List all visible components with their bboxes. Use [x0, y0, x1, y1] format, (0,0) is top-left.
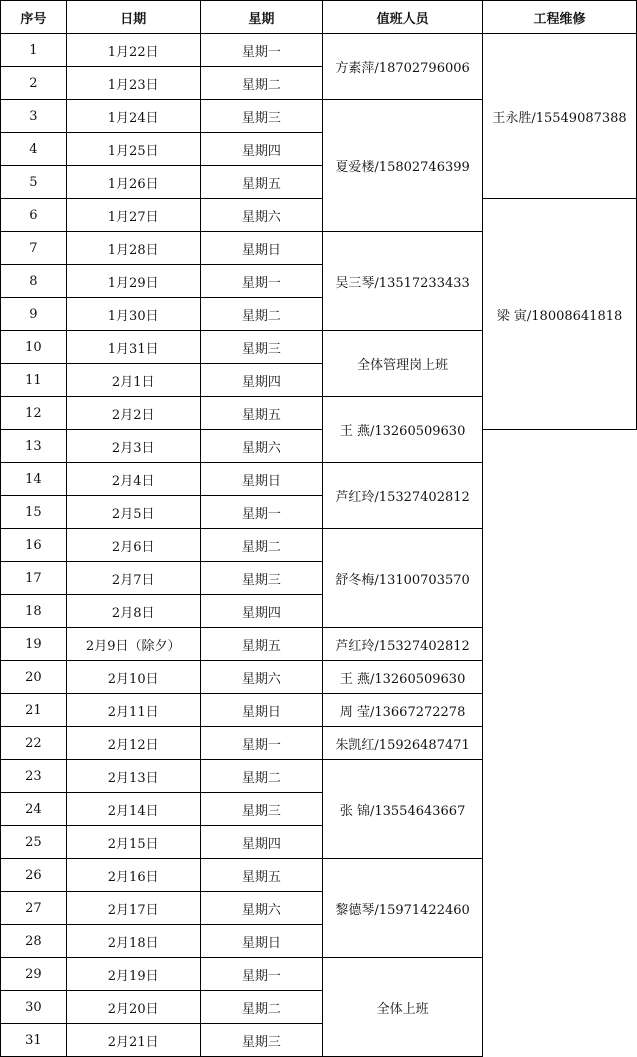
- cell-duty-person: 方素萍/18702796006: [323, 34, 483, 100]
- cell-repair-empty: [483, 628, 637, 661]
- cell-seq: 8: [1, 265, 67, 298]
- cell-date: 2月9日（除夕）: [66, 628, 200, 661]
- cell-seq: 18: [1, 595, 67, 628]
- cell-seq: 5: [1, 166, 67, 199]
- cell-seq: 9: [1, 298, 67, 331]
- cell-date: 2月18日: [66, 925, 200, 958]
- cell-duty-person: 王 燕/13260509630: [323, 397, 483, 463]
- cell-seq: 26: [1, 859, 67, 892]
- cell-duty-person: 朱凯红/15926487471: [323, 727, 483, 760]
- cell-seq: 30: [1, 991, 67, 1024]
- cell-weekday: 星期六: [200, 661, 323, 694]
- cell-weekday: 星期一: [200, 727, 323, 760]
- cell-seq: 19: [1, 628, 67, 661]
- table-row: [1, 793, 637, 826]
- cell-weekday: 星期五: [200, 859, 323, 892]
- cell-weekday: 星期四: [200, 595, 323, 628]
- cell-repair-empty: [483, 760, 637, 793]
- cell-weekday: 星期四: [200, 826, 323, 859]
- table-row: [1, 826, 637, 859]
- table-row: [1, 991, 637, 1024]
- cell-repair-empty: [483, 595, 637, 628]
- cell-weekday: 星期一: [200, 34, 323, 67]
- cell-repair-empty: [483, 892, 637, 925]
- table-row: [1, 595, 637, 628]
- cell-seq: 13: [1, 430, 67, 463]
- cell-weekday: 星期二: [200, 991, 323, 1024]
- cell-seq: 22: [1, 727, 67, 760]
- cell-repair-empty: [483, 826, 637, 859]
- cell-weekday: 星期三: [200, 331, 323, 364]
- cell-date: 1月22日: [66, 34, 200, 67]
- cell-seq: 28: [1, 925, 67, 958]
- cell-date: 1月31日: [66, 331, 200, 364]
- cell-seq: 3: [1, 100, 67, 133]
- cell-duty-person: 张 锦/13554643667: [323, 760, 483, 859]
- cell-weekday: 星期日: [200, 232, 323, 265]
- cell-date: 1月28日: [66, 232, 200, 265]
- cell-seq: 24: [1, 793, 67, 826]
- cell-seq: 4: [1, 133, 67, 166]
- cell-date: 2月12日: [66, 727, 200, 760]
- cell-repair-empty: [483, 793, 637, 826]
- cell-date: 1月24日: [66, 100, 200, 133]
- cell-repair-empty: [483, 661, 637, 694]
- header-duty: 值班人员: [323, 1, 483, 34]
- table-row: [1, 1024, 637, 1057]
- cell-seq: 20: [1, 661, 67, 694]
- cell-seq: 16: [1, 529, 67, 562]
- cell-date: 2月16日: [66, 859, 200, 892]
- cell-date: 2月3日: [66, 430, 200, 463]
- cell-duty-person: 芦红玲/15327402812: [323, 463, 483, 529]
- cell-date: 2月2日: [66, 397, 200, 430]
- cell-duty-person: 王 燕/13260509630: [323, 661, 483, 694]
- cell-date: 2月8日: [66, 595, 200, 628]
- cell-weekday: 星期六: [200, 199, 323, 232]
- cell-weekday: 星期五: [200, 628, 323, 661]
- cell-weekday: 星期二: [200, 67, 323, 100]
- cell-duty-person: 黎德琴/15971422460: [323, 859, 483, 958]
- cell-duty-person: 舒冬梅/13100703570: [323, 529, 483, 628]
- table-row: [1, 892, 637, 925]
- table-row: [1, 760, 637, 793]
- table-row: [1, 496, 637, 529]
- cell-date: 2月21日: [66, 1024, 200, 1057]
- cell-repair-person: 梁 寅/18008641818: [483, 199, 637, 430]
- cell-date: 2月6日: [66, 529, 200, 562]
- cell-date: 1月25日: [66, 133, 200, 166]
- cell-duty-person: 芦红玲/15327402812: [323, 628, 483, 661]
- cell-date: 1月26日: [66, 166, 200, 199]
- cell-date: 2月5日: [66, 496, 200, 529]
- cell-seq: 27: [1, 892, 67, 925]
- cell-repair-empty: [483, 463, 637, 496]
- table-row: [1, 925, 637, 958]
- cell-repair-empty: [483, 958, 637, 991]
- table-row: [1, 34, 637, 67]
- cell-repair-empty: [483, 529, 637, 562]
- cell-seq: 6: [1, 199, 67, 232]
- cell-seq: 25: [1, 826, 67, 859]
- cell-weekday: 星期五: [200, 166, 323, 199]
- cell-weekday: 星期一: [200, 265, 323, 298]
- cell-weekday: 星期日: [200, 694, 323, 727]
- header-row: [1, 1, 637, 34]
- cell-repair-empty: [483, 991, 637, 1024]
- cell-seq: 10: [1, 331, 67, 364]
- cell-weekday: 星期四: [200, 364, 323, 397]
- cell-weekday: 星期三: [200, 100, 323, 133]
- cell-date: 2月17日: [66, 892, 200, 925]
- cell-date: 2月13日: [66, 760, 200, 793]
- cell-date: 1月27日: [66, 199, 200, 232]
- cell-date: 1月23日: [66, 67, 200, 100]
- cell-date: 2月10日: [66, 661, 200, 694]
- cell-repair-empty: [483, 727, 637, 760]
- cell-seq: 29: [1, 958, 67, 991]
- header-repair: 工程维修: [483, 1, 637, 34]
- header-seq: 序号: [1, 1, 67, 34]
- cell-seq: 23: [1, 760, 67, 793]
- table-row: [1, 430, 637, 463]
- cell-weekday: 星期一: [200, 958, 323, 991]
- cell-seq: 11: [1, 364, 67, 397]
- cell-weekday: 星期五: [200, 397, 323, 430]
- cell-seq: 31: [1, 1024, 67, 1057]
- cell-weekday: 星期六: [200, 892, 323, 925]
- cell-weekday: 星期三: [200, 562, 323, 595]
- cell-duty-person: 吴三琴/13517233433: [323, 232, 483, 331]
- header-date: 日期: [66, 1, 200, 34]
- cell-duty-person: 周 莹/13667272278: [323, 694, 483, 727]
- cell-weekday: 星期四: [200, 133, 323, 166]
- cell-seq: 1: [1, 34, 67, 67]
- cell-weekday: 星期二: [200, 529, 323, 562]
- cell-date: 2月4日: [66, 463, 200, 496]
- cell-date: 2月7日: [66, 562, 200, 595]
- cell-seq: 21: [1, 694, 67, 727]
- cell-seq: 7: [1, 232, 67, 265]
- cell-seq: 17: [1, 562, 67, 595]
- cell-weekday: 星期三: [200, 793, 323, 826]
- cell-weekday: 星期一: [200, 496, 323, 529]
- table-row: [1, 958, 637, 991]
- cell-duty-person: 全体上班: [323, 958, 483, 1057]
- cell-date: 2月19日: [66, 958, 200, 991]
- cell-repair-empty: [483, 859, 637, 892]
- cell-seq: 12: [1, 397, 67, 430]
- table-row: [1, 727, 637, 760]
- cell-seq: 2: [1, 67, 67, 100]
- cell-seq: 15: [1, 496, 67, 529]
- cell-weekday: 星期三: [200, 1024, 323, 1057]
- header-weekday: 星期: [200, 1, 323, 34]
- cell-repair-person: 王永胜/15549087388: [483, 34, 637, 199]
- table-row: [1, 463, 637, 496]
- table-row: [1, 661, 637, 694]
- table-row: [1, 859, 637, 892]
- table-row: [1, 529, 637, 562]
- table-row: [1, 628, 637, 661]
- cell-weekday: 星期日: [200, 463, 323, 496]
- table-row: [1, 562, 637, 595]
- cell-weekday: 星期二: [200, 298, 323, 331]
- cell-repair-empty: [483, 925, 637, 958]
- cell-weekday: 星期二: [200, 760, 323, 793]
- cell-date: 2月15日: [66, 826, 200, 859]
- cell-repair-empty: [483, 694, 637, 727]
- cell-repair-empty: [483, 1024, 637, 1057]
- cell-date: 2月11日: [66, 694, 200, 727]
- cell-date: 1月29日: [66, 265, 200, 298]
- cell-date: 2月14日: [66, 793, 200, 826]
- cell-duty-person: 全体管理岗上班: [323, 331, 483, 397]
- cell-date: 1月30日: [66, 298, 200, 331]
- roster-body: [1, 34, 637, 1057]
- cell-duty-person: 夏爱楼/15802746399: [323, 100, 483, 232]
- cell-date: 2月1日: [66, 364, 200, 397]
- cell-weekday: 星期六: [200, 430, 323, 463]
- cell-weekday: 星期日: [200, 925, 323, 958]
- cell-repair-empty: [483, 430, 637, 463]
- table-row: [1, 199, 637, 232]
- cell-repair-empty: [483, 562, 637, 595]
- cell-repair-empty: [483, 496, 637, 529]
- cell-date: 2月20日: [66, 991, 200, 1024]
- table-row: [1, 694, 637, 727]
- cell-seq: 14: [1, 463, 67, 496]
